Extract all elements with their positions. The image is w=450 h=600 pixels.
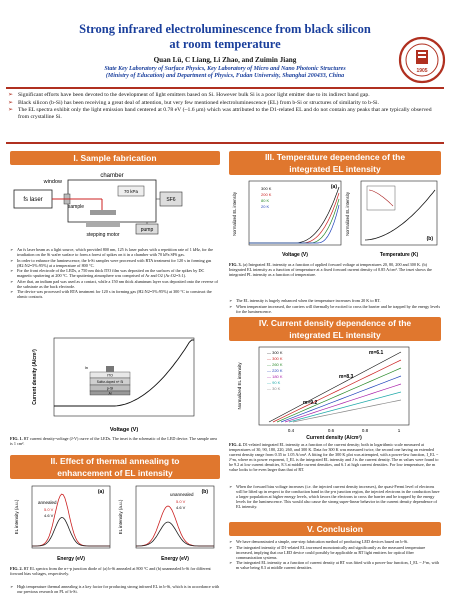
fig4-xlabel: Current density (A/cm²): [306, 435, 362, 440]
section-header-annealing: [10, 455, 220, 479]
fig4-m-high: m=6.1: [369, 350, 384, 356]
fig2-legend-a-2: 4.6 V: [44, 513, 54, 518]
fig4-legend-entry: — 260 K: [267, 362, 283, 367]
fig2-label-a: annealed: [38, 500, 57, 505]
fig1-caption: [10, 436, 220, 446]
fig3-caption-text: (a) Integrated EL intensity as a function of applied forward voltage at temperatures 20, 80, 200 and 300 K. (b) Integrated EL intensity as a function of temperature at a fixed forward current density of 0.85 A/cm². The inset shows the integrated PL intensity as a function of temperature.: [229, 262, 432, 277]
intro-item: ➢ Black silicon (b-Si) has been receiving a great deal of attention, but very few mentioned electroluminescence (EL) from b-Si or structures of similarity to b-Si.: [8, 100, 442, 107]
temperature-item: ➢ The EL intensity is hugely enhanced when the temperature increases from 20 K to RT.: [229, 298, 441, 303]
fig4-m-mid: m=8.3: [339, 374, 354, 380]
fig2-caption: [10, 566, 220, 576]
authors: Quan Lü, C Liang, Li Zhao, and Zuimin Jiang: [153, 56, 297, 64]
layer-al: Al: [108, 391, 112, 396]
fig2-panel-b: (b): [201, 489, 208, 495]
intro-item: ➢ The EL spectra exhibit only the light emission band centered at 0.78 eV (~1.6 μm) which was attributed to the D1-related EL and do not contain any peaks that are typically observed from crystalline Si.: [8, 107, 442, 120]
poster-title: [40, 22, 410, 52]
annealing-text: [10, 584, 220, 595]
conclusion-item: ➢ The integrated intensity of D1-related EL increased monotonically and significantly as the measured temperature increased, implying that our LED device could possibly be applicable as RT light emitters for optical fiber communication systems.: [229, 545, 441, 560]
chamber-label: chamber: [100, 173, 124, 179]
fig3-legend-3: 80 K: [261, 198, 270, 203]
fig4-legend-entry: — 300 K: [267, 356, 283, 361]
window-label: window: [43, 179, 62, 185]
fig4-legend-entry: — 180 K: [267, 374, 283, 379]
title-line-2: at room temperature: [169, 37, 281, 51]
fig4-legend-entry: — 300 K: [267, 350, 283, 355]
fig4-legend-entry: — 220 K: [267, 368, 283, 373]
fig4-ylabel: Normalized EL intensity: [237, 362, 242, 410]
affiliation: [40, 66, 410, 80]
section-header-annealing-line-2: enhancement of EL intensity: [57, 468, 173, 478]
fig2-ylabel-b: EL intensity (a.u.): [118, 499, 123, 535]
affiliation-line-1: State Key Laboratory of Surface Physics, Key Laboratory of Micro and Nano Photonic Structures: [104, 66, 346, 72]
fig1-jv-chart: [30, 334, 202, 434]
fig3-temperature-charts: [229, 178, 441, 260]
fig4-caption-text: D1-related integrated EL intensity as a function of the current density; both in logarithmic scale measured at temperatures of 30, 90, 180, 220, 260, and 300 K. Data for 300 K was measured twice, the second one having an extended current density range from 0.35 to 1.05 A/cm². A fitting for the 300 K plot was attempted, with a power-law function, I_EL ~ J^m, where m is power exponent, I_EL is the integrated EL intensity and J is the current density. The m values were found to be 9.2 at low current densities, 8.3 at middle current densities, and 6.1 at high current densities. For low temperature, the m value looks to be even larger than that of RT.: [229, 442, 439, 472]
fig2-el-spectra: [10, 482, 220, 564]
title-line-1: Strong infrared electroluminescence from black silicon: [79, 22, 371, 36]
intro-divider: [6, 142, 444, 144]
pump-label: pump: [140, 227, 154, 233]
fig1-caption-label: FIG. 1.: [10, 436, 23, 441]
section-header-temperature-line-1: III. Temperature dependence of the: [264, 152, 406, 162]
fig2-legend-b-2: 4.6 V: [176, 505, 186, 510]
fig4-legend-entry: — 90 K: [267, 380, 281, 385]
university-logo: [398, 36, 446, 84]
pressure-label: 70 kPa: [123, 189, 139, 194]
fig2-caption-text: RT EL spectra from the n+-p junction diode of (a) b-Si annealed at 800 °C and (b) unannealed b-Si for different forward bias voltages, respectively.: [10, 566, 211, 576]
section-header-temperature-line-2: integrated EL intensity: [289, 164, 381, 174]
layer-nsi: Sulfur-doped n+ Si: [96, 380, 124, 384]
fabrication-item: ➢ An fs laser beam as a light source, which provided 800 nm, 125 fs laser pulses with a repetition rate of 1 kHz, for the irradiation on the Si wafer surface to form a forest of spikes on it in a chamber with 70 kPa SF6 gas.: [10, 247, 220, 257]
conclusion-item: ➢ The integrated EL intensity as a function of current density at RT was fitted with a power-law function, I_EL ~ J^m, with m value being 8.3 at middle current densities.: [229, 560, 441, 570]
conclusion-list: [229, 539, 441, 571]
fig2-ylabel-a: EL intensity (a.u.): [14, 499, 19, 535]
temperature-item: ➢ When temperature increased, the carriers will thermally be excited to cross the barrier and be trapped by the energy levels for the luminescence.: [229, 304, 441, 314]
sample-label: sample: [67, 204, 84, 210]
fabrication-item: ➢ After that, an indium pad was used as a contact, while a 150 nm thick aluminum layer was deposited onto the reverse of the substrate as the back electrode.: [10, 279, 220, 289]
fig1-ylabel: Current density (A/cm²): [32, 349, 38, 405]
fig3-xlabel-a: Voltage (V): [282, 252, 308, 258]
fig4-legend-entry: — 30 K: [267, 386, 281, 391]
fig2-caption-label: FIG. 2.: [10, 566, 23, 571]
gas-label: SF6: [166, 197, 176, 203]
stage-label: stepping motor: [86, 232, 120, 238]
fig4-xtick: 0.8: [361, 428, 369, 433]
section-header-temperature: [229, 151, 441, 175]
intro-list: [8, 92, 442, 121]
section-header-fabrication: I. Sample fabrication: [10, 151, 220, 165]
fig3-ylabel-a: Normalized EL intensity: [232, 192, 237, 236]
fig1-xlabel: Voltage (V): [109, 427, 139, 433]
fig3-panel-b: (b): [426, 236, 433, 242]
fabrication-diagram: [10, 168, 220, 244]
layer-ito: ITO: [107, 373, 113, 378]
fig2-panel-a: (a): [97, 489, 104, 495]
fig3-legend-4: 20 K: [261, 204, 270, 209]
section-header-annealing-line-1: II. Effect of thermal annealing to: [50, 456, 180, 466]
section-header-current-density-line-2: integrated EL intensity: [289, 330, 381, 340]
fig2-label-b: unannealed: [170, 492, 194, 497]
fig2-legend-b-1: 5.0 V: [176, 499, 186, 504]
layer-in: In: [84, 365, 88, 370]
section-header-current-density-line-1: IV. Current density dependence of the: [258, 318, 412, 328]
annealing-item: ➢ High temperature thermal annealing is a key factor for producing strong infrared EL in b-Si, which is in accordance with our previous research on PL of b-Si.: [10, 584, 220, 594]
temperature-text: [229, 298, 441, 314]
laser-label: fs laser: [23, 197, 43, 203]
fabrication-item: ➢ In order to enhance the luminescence, the b-Si samples were processed with RTA treatment for 120 s in forming gas (H2:N2=5%:95%) at a temperature of 800 °C.: [10, 258, 220, 268]
layer-psi: p-Si: [106, 386, 114, 391]
fig4-xtick: 0.4: [287, 428, 295, 433]
fig1-caption-text: RT current density-voltage (J-V) curve of the LEDs. The inset is the schematic of the LED device. The sample area is 1 cm².: [10, 436, 217, 446]
fig3-ylabel-b: Normalized EL intensity: [345, 192, 350, 236]
fig4-caption-label: FIG. 4.: [229, 442, 242, 447]
logo-year: 1905: [416, 68, 428, 74]
fig3-xlabel-b: Temperature (K): [379, 252, 419, 258]
fabrication-item: ➢ For the front electrode of the LEDs, a 750 nm thick ITO film was deposited on the surfaces of the spikes by DC magnetic sputtering at 200 °C. The sputtering atmosphere was comprised of Ar and O2 (Ar:O2=3:1).: [10, 268, 220, 278]
section-header-conclusion: V. Conclusion: [229, 522, 441, 536]
fig3-caption: [229, 262, 441, 277]
fig2-xlabel-a: Energy (eV): [57, 556, 85, 562]
fig3-legend-1: 300 K: [261, 186, 272, 191]
fig4-caption: [229, 442, 441, 472]
fig3-legend-2: 200 K: [261, 192, 272, 197]
fig4-m-low: m=9.2: [303, 400, 318, 406]
fig3-caption-label: FIG. 3.: [229, 262, 242, 267]
intro-item: ➢ Significant efforts have been devoted to the development of light emitters based on Si. However bulk Si is a poor light emitter due to its indirect band gap.: [8, 92, 442, 99]
current-density-text: [229, 484, 441, 510]
conclusion-item: ➢ We have demonstrated a simple, one-step fabrication method of producing LED devices based on b-Si.: [229, 539, 441, 544]
fabrication-text: [10, 247, 220, 300]
current-density-item: ➢ When the forward bias voltage increases (i.e. the injected current density increases), the quasi-Fermi level of electrons will be lifted up in respect to the conduction band in the p-n junction region, the injected electrons in the conduction have a larger population at higher energy levels, which favors the electrons to cross the barrier and be trapped by the energy levels for the luminescence. This would also cause the strong super-linear behavior in the current density dependence of EL intensity.: [229, 484, 441, 509]
fig2-legend-a-1: 5.0 V: [44, 507, 54, 512]
affiliation-line-2: (Ministry of Education) and Department of Physics, Fudan University, Shanghai 200433, China: [105, 73, 345, 80]
header-divider: [6, 87, 444, 89]
fig2-xlabel-b: Energy (eV): [161, 556, 189, 562]
fig4-xtick: 1: [397, 428, 401, 433]
section-header-current-density: [229, 317, 441, 341]
fabrication-item: ➢ The device was processed with RTA treatment for 120 s in forming gas (H2:N2=5%:95%) at 300 °C to construct the ohmic contacts.: [10, 289, 220, 299]
fig4-current-density-chart: [229, 344, 441, 440]
fig3-panel-a: (a): [330, 184, 337, 190]
fig4-xtick: 0.6: [327, 428, 335, 433]
